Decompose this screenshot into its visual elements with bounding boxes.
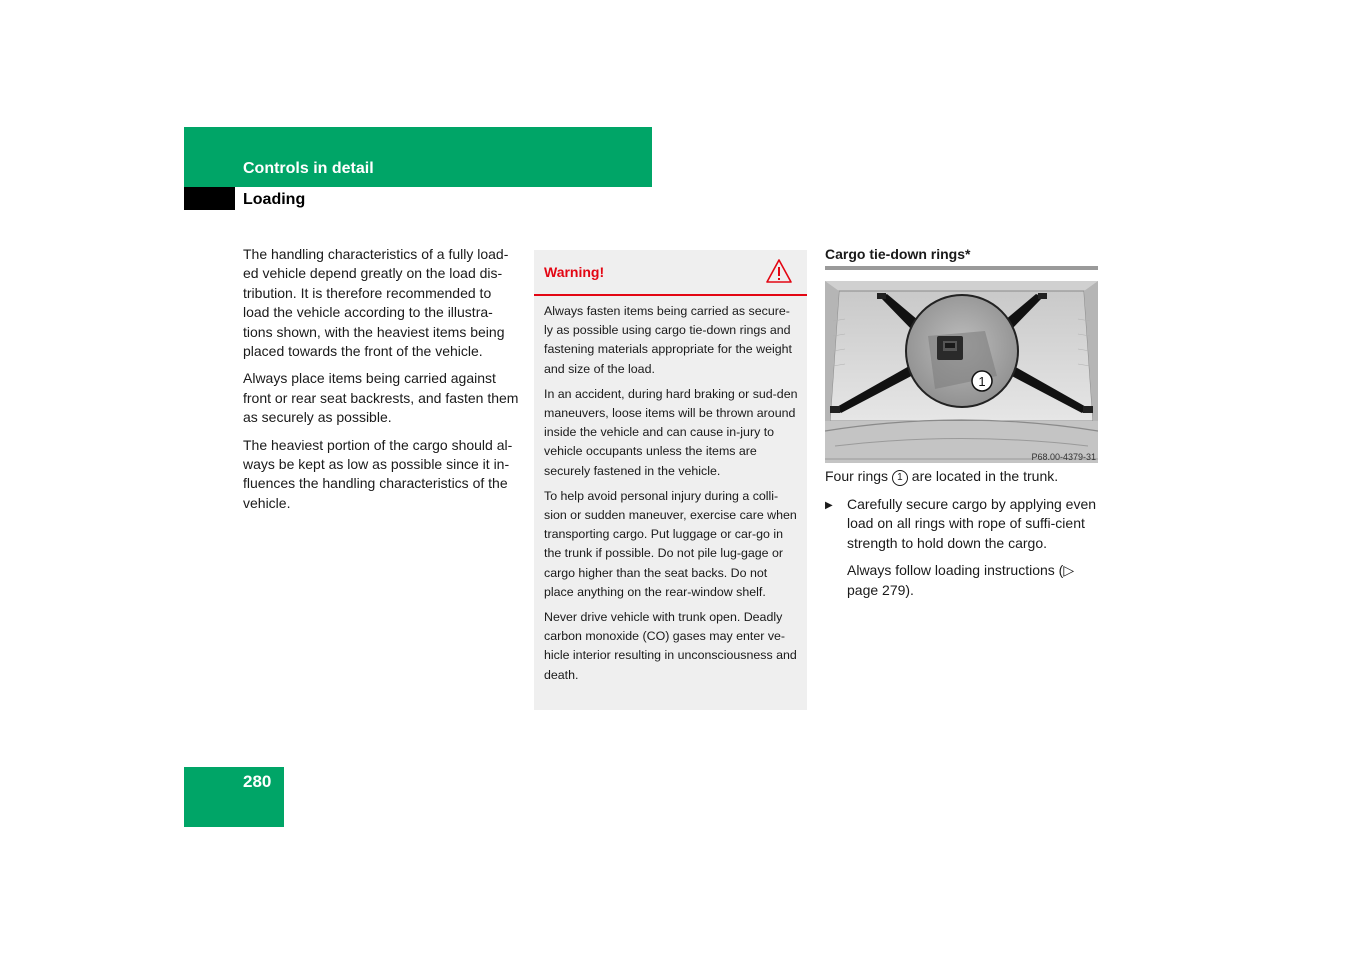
warning-paragraph: To help avoid personal injury during a colli-sion or sudden maneuver, exercise care when transporting cargo. Put luggage or car-go in the trunk if possible. Do not pile lug-gage or cargo higher than the seat backs. Do not place anything on the rear-window shelf. [544,488,797,599]
warning-paragraph: In an accident, during hard braking or sud-den maneuvers, loose items will be thrown around inside the vehicle and can cause in-jury to vehicle occupants unless the items are securely fastened in the vehicle. [544,386,798,478]
intro-paragraph: Always place items being carried against front or rear seat backrests, and fasten them as securely as possible. [243,370,519,426]
header-band [184,127,652,187]
warning-body [534,296,807,685]
section-tab-marker [184,187,235,210]
warning-paragraph: Always fasten items being carried as secure-ly as possible using cargo tie-down rings and fastening materials appropriate for the weight and size of the load. [544,304,792,376]
warning-header [534,250,807,296]
instruction-text: Carefully secure cargo by applying even load on all rings with rope of suffi-cient strength to hold down the cargo. [847,496,1097,551]
figure-caption [825,467,1101,486]
instruction-block [825,495,1101,600]
cargo-rings-heading: Cargo tie-down rings* [825,246,971,262]
bullet-arrow-icon: ▶ [825,500,833,511]
warning-paragraph: Never drive vehicle with trunk open. Deadly carbon monoxide (CO) gases may enter ve-hicle interior resulting in unconsciousness and death. [544,610,797,682]
figure-callout: 1 [978,374,986,389]
warning-title: Warning! [544,264,605,280]
trunk-illustration [825,281,1098,463]
warning-box [534,250,807,710]
caption-text: Four rings [825,468,892,484]
page-number: 280 [243,772,272,791]
heading-rule [825,266,1098,270]
trunk-drawing [825,281,1098,463]
caption-text: are located in the trunk. [907,468,1059,484]
page-reference: Always follow loading instructions (▷ page 279). [847,562,1075,598]
figure-code: P68.00-4379-31 [1031,452,1096,462]
intro-column [243,245,519,521]
section-title: Controls in detail [243,160,374,177]
callout-number: 1 [892,470,908,486]
intro-paragraph: The handling characteristics of a fully load-ed vehicle depend greatly on the load dis-tribution. It is therefore recommended to load the vehicle according to the illustra-tions shown, with the heaviest items being placed towards the front of the vehicle. [243,246,509,360]
warning-triangle-icon [765,258,793,284]
instruction-step [825,495,1101,553]
subsection-title: Loading [243,191,306,208]
intro-paragraph: The heaviest portion of the cargo should al-ways be kept as low as possible since it in-fluences the handling characteristics of the vehicle. [243,436,513,511]
